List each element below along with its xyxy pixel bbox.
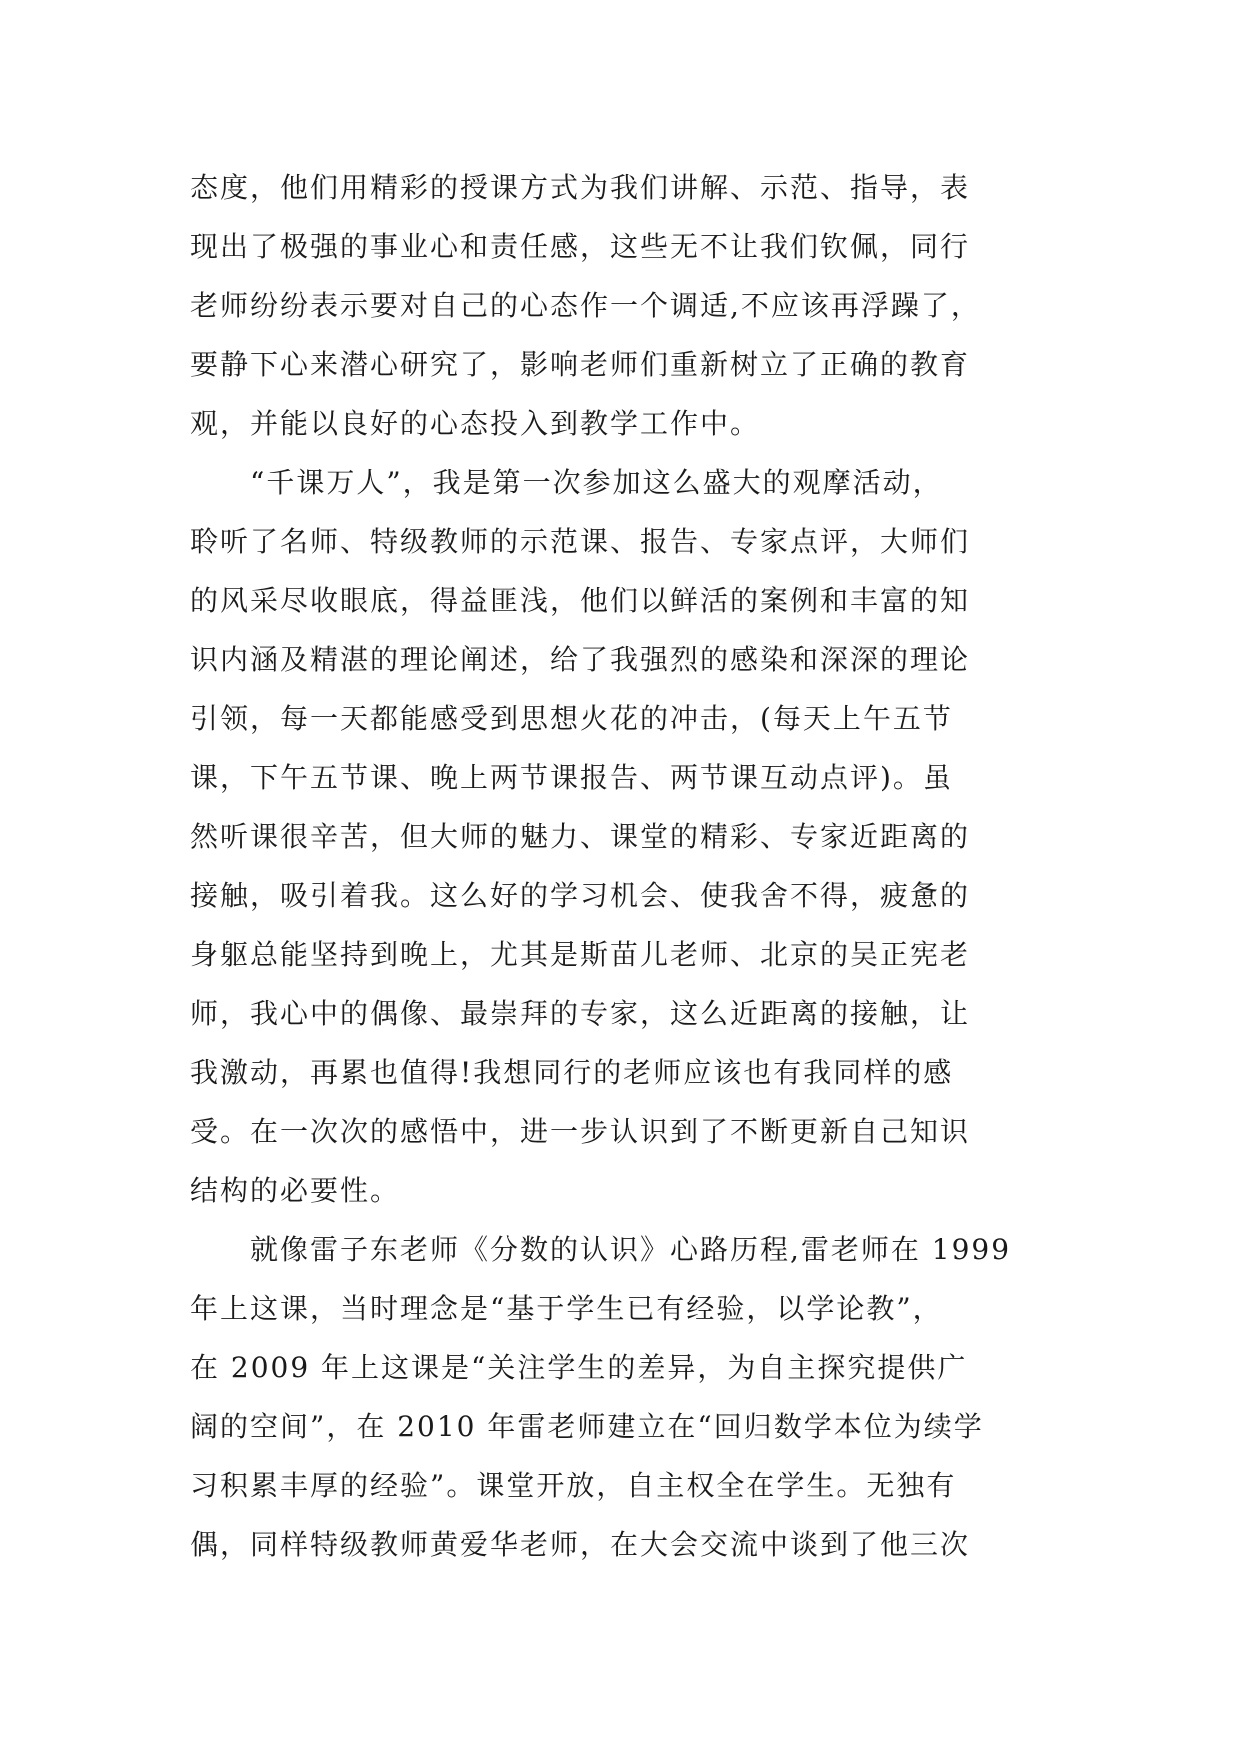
text-line: 在 2009 年上这课是“关注学生的差异，为自主探究提供广 (190, 1351, 968, 1384)
text-line: 的风采尽收眼底，得益匪浅，他们以鲜活的案例和丰富的知 (190, 584, 971, 617)
text-line: 识内涵及精湛的理论阐述，给了我强烈的感染和深深的理论 (190, 643, 971, 676)
text-line: 要静下心来潜心研究了，影响老师们重新树立了正确的教育 (190, 348, 971, 381)
text-line: 结构的必要性。 (190, 1174, 401, 1207)
text-line: 然听课很辛苦，但大师的魅力、课堂的精彩、专家近距离的 (190, 820, 971, 853)
text-line: 聆听了名师、特级教师的示范课、报告、专家点评，大师们 (190, 525, 971, 558)
body-text (190, 158, 1090, 1574)
text-line: 观，并能以良好的心态投入到教学工作中。 (190, 407, 761, 440)
text-line: 年上这课，当时理念是“基于学生已有经验，以学论教”， (190, 1292, 943, 1325)
text-line: “千课万人”，我是第一次参加这么盛大的观摩活动， (190, 466, 943, 499)
text-line: 习积累丰厚的经验”。课堂开放，自主权全在学生。无独有 (190, 1469, 957, 1502)
text-line: 受。在一次次的感悟中，进一步认识到了不断更新自己知识 (190, 1115, 971, 1148)
text-line: 老师纷纷表示要对自己的心态作一个调适,不应该再浮躁了， (190, 289, 981, 322)
text-line: 身躯总能坚持到晚上，尤其是斯苗儿老师、北京的吴正宪老 (190, 938, 971, 971)
text-line: 现出了极强的事业心和责任感，这些无不让我们钦佩，同行 (190, 230, 971, 263)
text-line: 偶，同样特级教师黄爱华老师，在大会交流中谈到了他三次 (190, 1528, 971, 1561)
text-line: 我激动，再累也值得!我想同行的老师应该也有我同样的感 (190, 1056, 954, 1089)
text-line: 师，我心中的偶像、最崇拜的专家，这么近距离的接触，让 (190, 997, 971, 1030)
text-line: 接触，吸引着我。这么好的学习机会、使我舍不得，疲惫的 (190, 879, 971, 912)
text-line: 课，下午五节课、晚上两节课报告、两节课互动点评)。虽 (190, 761, 953, 794)
text-line: 就像雷子东老师《分数的认识》心路历程,雷老师在 1999 (190, 1233, 1012, 1266)
text-line: 引领，每一天都能感受到思想火花的冲击，(每天上午五节 (190, 702, 953, 735)
text-line: 态度，他们用精彩的授课方式为我们讲解、示范、指导，表 (190, 171, 971, 204)
text-line: 阔的空间”，在 2010 年雷老师建立在“回归数学本位为续学 (190, 1410, 984, 1443)
